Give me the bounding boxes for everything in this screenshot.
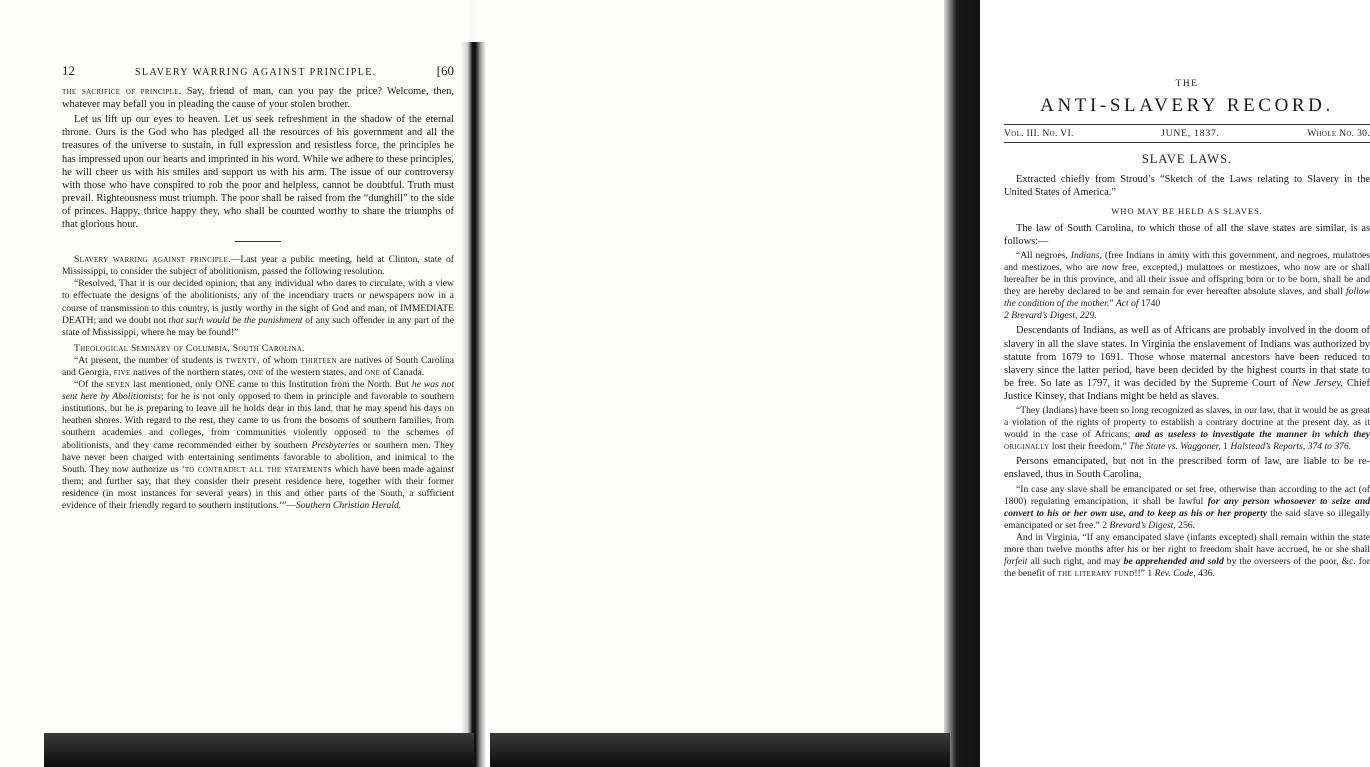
page-number: 12 [62, 63, 75, 78]
left-small-print [62, 254, 454, 512]
brevard-citation: 2 Brevard’s Digest, 229. [1004, 310, 1097, 322]
paragraph-clinton-meeting: Slavery warring against principle.—Last year a public meeting, held at Clinton, state of Mississippi, to consider the subject of abolitionism, passed the following resolution. [62, 254, 454, 278]
intro-paragraph: Extracted chiefly from Stroud’s “Sketch of the Laws relating to Slavery in the United States of America.” [1004, 174, 1370, 199]
source-citation: Southern Christian Herald. [295, 500, 402, 511]
left-page [0, 0, 470, 767]
issue-dateline [1004, 124, 1370, 143]
section-title: SLAVE LAWS. [1141, 152, 1233, 167]
paragraph-virginia: And in Virginia, “If any emancipated slave (infants excepted) shall remain within the state more than twelve months after his or her right to freedom shalt have accrued, he or she shall forfeit all such right, and may be apprehended and sold by the overseers of the poor, &c. for the benefit of the literary fund!!” 1 Rev. Code, 436. [1004, 531, 1370, 580]
right-small-print [1004, 250, 1370, 323]
paragraph-seven-students: “Of the seven last mentioned, only ONE came to this Institution from the North. But he was not sent here by Abolitionists; for he is not only opposed to them in principle and favorable to southern institutions, but he is preparing to leave all he holds dear in this land, that he may spend his days on heathen shores. With regard to the rest, they came to us from the bosoms of southern families, from southern academies and colleges, from communities violently opposed to the schemes of abolitionists, and they came recommended either by southern Presbyteries or southern men. They have never been charged with entertaining sentiments favorable to abolition, and inimical to the South. They now authorize us ‘to contradict all the statements which have been made against them; and further say, that they consider their present residence here, together with their former residence (in most instances for several years) in this and other parts of the South, a sufficient evidence of their friendly regard to southern institutions.’”—Southern Christian Herald. [62, 379, 455, 511]
section-divider [235, 241, 281, 242]
whole-number: Whole No. 30. [1307, 128, 1370, 140]
running-head [62, 64, 454, 79]
paragraph-emancipation-act: “In case any slave shall be emancipated or set free, otherwise than according to the act (of 1800) regulating emancipation, it shall be lawful for any person whosoever to seize and convert to his or her own use, and to keep as his or her property the said slave so illegally emancipated or set free.” 2 Brevard’s Digest, 256. [1004, 483, 1370, 531]
issue-date: JUNE, 1837. [1161, 128, 1220, 140]
scan-border-bottom-right [490, 733, 950, 767]
paragraph-all-negroes: “All negroes, Indians, (free Indians in amity with this government, and negroes, mulattoes and mestizoes, who are now free, excepted,) mulattoes or mestizoes, who now are or shall hereafter be in this province, and all their issue and offspring born or to be born, shall be and they are hereby declared to be and remain for ever hereafter absolute slaves, and shall follow the condition of the mother.” Act of 1740 2 Brevard’s Digest, 229. [1004, 249, 1370, 322]
paragraph-students: “At present, the number of students is twenty, of whom thirteen are natives of South Carolina and Georgia, five natives of the northern states, one of the western states, and one of Canada. [62, 354, 455, 378]
book-gutter [460, 42, 486, 767]
paragraph-heaven: Let us lift up our eyes to heaven. Let us seek refreshment in the shadow of the eternal throne. Ours is the God who has pledged all the resources of his government and all the treasures of the universe to sustain, in full expression and resistless force, the principles he has impressed upon our hearts and imprinted in his word. While we adhere to these principles, he will cheer us with his smiles and support us with his arm. The issue of our controversy with those who have conspired to rob the poor and helpless, cannot be doubtful. Truth must prevail. Righteousness must triumph. The poor shall be raised from the “dunghill” to the side of princes. Happy, thrice happy they, who shall be counted worthy to share the triumphs of that glorious hour. [62, 114, 454, 231]
masthead-title: ANTI-SLAVERY RECORD. [1040, 95, 1334, 117]
volume-number: Vol. III. No. VI. [1004, 128, 1074, 140]
right-small-print-3 [1004, 484, 1370, 581]
bracket-mark: [60 [436, 63, 454, 78]
right-small-print-2 [1004, 405, 1370, 453]
right-text-column [1004, 78, 1370, 580]
masthead-the: THE [1175, 79, 1199, 89]
paragraph-persons-emancipated: Persons emancipated, but not in the prescribed form of law, are liable to be re-enslaved, thus in South Carolina, [1004, 456, 1370, 481]
paragraph-resolution: “Resolved, That it is our decided opinion, that any individual who dares to circulate, with a view to effectuate the designs of the abolitionists, any of the incendiary tracts or newspapers now in a course of transmission to this country, is justly worthy in the sight of God and man, of IMMEDIATE DEATH; and we doubt not that such would be the punishment of any such offender in any part of the state of Mississippi, where he may be found!” [62, 278, 454, 338]
subheading: WHO MAY BE HELD AS SLAVES. [1111, 205, 1263, 216]
paragraph-south-carolina-law: The law of South Carolina, to which those of all the slave states are similar, is as follows:— [1004, 222, 1370, 247]
paragraph-descendants: Descendants of Indians, as well as of Africans are probably involved in the doom of slavery in all the slave states. In Virginia the enslavement of Indians was authorized by statute from 1679 to 1691. Those whose maternal ancestors have been reduced to slavery since the latter period, have been decided by the highest courts in that state to be free. So late as 1797, it was decided by the Supreme Court of New Jersey, Chief Justice Kinsey, that Indians might be held as slaves. [1004, 325, 1370, 402]
right-page [476, 0, 1370, 767]
running-title: SLAVERY WARRING AGAINST PRINCIPLE. [134, 67, 377, 78]
paragraph-price: the sacrifice of principle. Say, friend of man, can you pay the price? Welcome, then, whatever may befall you in pleading the cause of your stolen brother. [62, 86, 455, 111]
seminary-heading: Theological Seminary of Columbia, South Carolina. [74, 342, 305, 354]
paragraph-indians-recognized: “They (Indians) have been so long recognized as slaves, in our law, that it would be as great a violation of the rights of property to establish a contrary doctrine at the present day, as it would in the case of Africans; and as useless to investigate the manner in which they originally lost their freedom.” The State vs. Waggoner, 1 Halstead’s Reports, 374 to 376. [1004, 404, 1370, 453]
scan-border-bottom-left [44, 733, 474, 767]
page-edge-shadow [944, 0, 980, 767]
left-text-column [62, 64, 454, 512]
